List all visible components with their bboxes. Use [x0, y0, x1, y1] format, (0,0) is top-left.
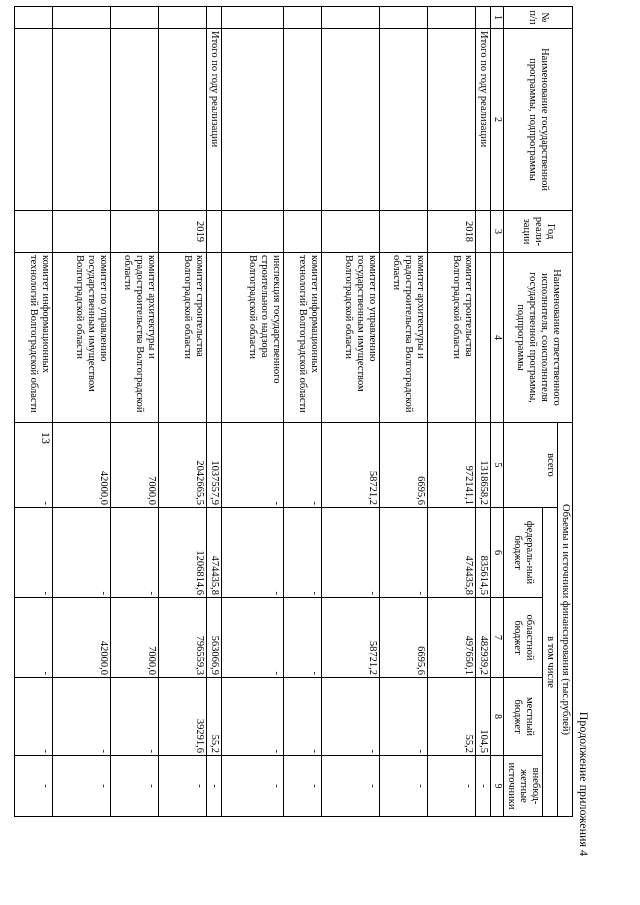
header-in-that-number: в том числе	[542, 508, 557, 817]
cell-offbudget: -	[222, 756, 284, 817]
cell-total: 1037557,9	[207, 423, 222, 508]
cell-offbudget: -	[53, 756, 111, 817]
cell-federal: 1206814,6	[159, 508, 207, 598]
cell-num	[322, 7, 380, 29]
cell-name: Итого по году реализации	[207, 29, 222, 211]
cell-local: -	[53, 678, 111, 756]
cell-executor: комитет по управлению государственным имуществом Волгоградской области	[322, 253, 380, 423]
cell-federal: 474435,8	[428, 508, 476, 598]
cell-executor: комитет информационных технологий Волгоградской области	[15, 253, 53, 423]
col-index: 6	[491, 508, 504, 598]
cell-name	[284, 29, 322, 211]
cell-offbudget: -	[284, 756, 322, 817]
cell-local: -	[15, 678, 53, 756]
cell-year	[207, 211, 222, 253]
cell-num	[476, 7, 491, 29]
cell-regional: 42000,0	[53, 598, 111, 678]
cell-total: 1318658,2	[476, 423, 491, 508]
cell-name	[222, 29, 284, 211]
cell-num	[428, 7, 476, 29]
cell-federal: -	[15, 508, 53, 598]
cell-num	[53, 7, 111, 29]
cell-num	[284, 7, 322, 29]
header-federal: федераль-ный бюджет	[503, 508, 542, 598]
cell-offbudget: -	[207, 756, 222, 817]
table-row	[284, 7, 322, 817]
cell-num	[159, 7, 207, 29]
cell-year	[111, 211, 159, 253]
table-row	[380, 7, 428, 817]
table-row	[476, 7, 491, 817]
col-index: 8	[491, 678, 504, 756]
cell-federal: -	[111, 508, 159, 598]
rotated-page-content	[28, 6, 593, 866]
cell-regional: -	[284, 598, 322, 678]
column-index-row	[491, 7, 504, 817]
cell-name: Итого по году реализации	[476, 29, 491, 211]
cell-regional: 6695,6	[380, 598, 428, 678]
cell-regional: 796559,3	[159, 598, 207, 678]
cell-regional: 497650,1	[428, 598, 476, 678]
cell-executor: комитет архитектуры и градостроительства Волгоградской области	[380, 253, 428, 423]
cell-executor	[476, 253, 491, 423]
header-total: всего	[503, 423, 557, 508]
cell-local: 55,2	[428, 678, 476, 756]
cell-local: -	[111, 678, 159, 756]
table-row	[322, 7, 380, 817]
cell-offbudget: -	[322, 756, 380, 817]
cell-total: -	[15, 423, 53, 508]
cell-year	[322, 211, 380, 253]
cell-federal: 835614,5	[476, 508, 491, 598]
cell-federal: 474435,8	[207, 508, 222, 598]
cell-num	[380, 7, 428, 29]
col-index: 9	[491, 756, 504, 817]
appendix-caption: Продолжение приложения 4	[577, 711, 591, 856]
header-num: № п/п	[503, 7, 572, 29]
cell-federal: -	[322, 508, 380, 598]
cell-year	[380, 211, 428, 253]
cell-federal: -	[284, 508, 322, 598]
cell-offbudget: -	[15, 756, 53, 817]
header-local: местный бюджет	[503, 678, 542, 756]
table-row	[111, 7, 159, 817]
table-row	[53, 7, 111, 817]
cell-executor: комитет строительства Волгоградской области	[159, 253, 207, 423]
table-body	[15, 7, 491, 817]
cell-regional: 7000,0	[111, 598, 159, 678]
cell-name	[380, 29, 428, 211]
cell-total: 58721,2	[322, 423, 380, 508]
cell-local: -	[380, 678, 428, 756]
table-row	[207, 7, 222, 817]
page-number: 13	[39, 432, 53, 444]
cell-local: 55,2	[207, 678, 222, 756]
cell-year	[284, 211, 322, 253]
header-funding-group: Объемы и источники финансирования (тыс.рублей)	[557, 423, 572, 817]
col-index: 5	[491, 423, 504, 508]
cell-executor: комитет строительства Волгоградской области	[428, 253, 476, 423]
cell-offbudget: -	[159, 756, 207, 817]
cell-total: 6695,6	[380, 423, 428, 508]
cell-total: 42000,0	[53, 423, 111, 508]
cell-federal: -	[380, 508, 428, 598]
cell-year	[53, 211, 111, 253]
cell-total: -	[222, 423, 284, 508]
cell-executor: комитет информационных технологий Волгоградской области	[284, 253, 322, 423]
cell-federal: -	[222, 508, 284, 598]
cell-offbudget: -	[476, 756, 491, 817]
cell-total: -	[284, 423, 322, 508]
cell-regional: 482939,2	[476, 598, 491, 678]
col-index: 1	[491, 7, 504, 29]
cell-local: 39291,6	[159, 678, 207, 756]
cell-num	[222, 7, 284, 29]
cell-local: -	[322, 678, 380, 756]
cell-local: -	[222, 678, 284, 756]
cell-name	[428, 29, 476, 211]
cell-regional: -	[15, 598, 53, 678]
cell-name	[111, 29, 159, 211]
table-row	[15, 7, 53, 817]
cell-name	[15, 29, 53, 211]
cell-regional: -	[222, 598, 284, 678]
col-index: 2	[491, 29, 504, 211]
cell-total: 7000,0	[111, 423, 159, 508]
cell-offbudget: -	[380, 756, 428, 817]
cell-executor: инспекция государственного строительного надзора Волгоградской области	[222, 253, 284, 423]
cell-local: -	[284, 678, 322, 756]
cell-name	[53, 29, 111, 211]
cell-federal: -	[53, 508, 111, 598]
col-index: 4	[491, 253, 504, 423]
table-row	[428, 7, 476, 817]
cell-total: 972141,1	[428, 423, 476, 508]
cell-num	[111, 7, 159, 29]
cell-year: 2018	[428, 211, 476, 253]
cell-name	[322, 29, 380, 211]
table-row	[159, 7, 207, 817]
col-index: 3	[491, 211, 504, 253]
cell-executor: комитет по управлению государственным имуществом Волгоградской области	[53, 253, 111, 423]
cell-year	[15, 211, 53, 253]
cell-offbudget: -	[111, 756, 159, 817]
header-executor: Наименование ответственного исполнителя, соисполнителя государственной программы, подпрограммы	[503, 253, 572, 423]
cell-executor: комитет архитектуры и градостроительства Волгоградской области	[111, 253, 159, 423]
cell-total: 2042665,5	[159, 423, 207, 508]
cell-year: 2019	[159, 211, 207, 253]
cell-num	[207, 7, 222, 29]
cell-local: 104,5	[476, 678, 491, 756]
cell-year	[476, 211, 491, 253]
col-index: 7	[491, 598, 504, 678]
header-program-name: Наименование государственной программы, подпрограммы	[503, 29, 572, 211]
cell-regional: 563066,9	[207, 598, 222, 678]
header-regional: областной бюджет	[503, 598, 542, 678]
cell-num	[15, 7, 53, 29]
cell-regional: 58721,2	[322, 598, 380, 678]
header-offbudget: внебюд-жетные источники	[503, 756, 542, 817]
funding-table	[14, 6, 573, 817]
header-year: Год реали-зации	[503, 211, 572, 253]
table-row	[222, 7, 284, 817]
cell-offbudget: -	[428, 756, 476, 817]
cell-year	[222, 211, 284, 253]
cell-executor	[207, 253, 222, 423]
cell-name	[159, 29, 207, 211]
